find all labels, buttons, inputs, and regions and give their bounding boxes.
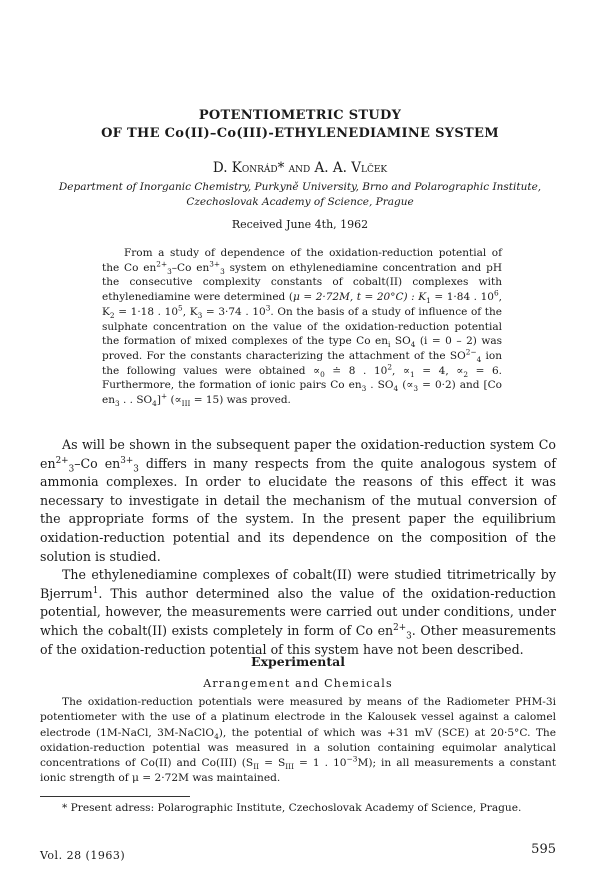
footnote: * Present adress: Polarographic Institute, Czechoslovak Academy of Science, Prague.	[62, 802, 522, 814]
experimental-text	[40, 695, 556, 787]
paper-title-line-1: POTENTIOMETRIC STUDY	[198, 108, 402, 123]
affiliation: Department of Inorganic Chemistry, Purkyně University, Brno and Polarographic Institute, Czechoslovak Academy of Science, Prague	[58, 181, 542, 208]
footnote-rule	[40, 796, 190, 797]
abstract	[102, 246, 502, 408]
journal-volume: Vol. 28 (1963)	[40, 849, 126, 862]
page-number: 595	[531, 842, 556, 857]
section-title-experimental: Experimental	[251, 654, 345, 669]
received-date: Received June 4th, 1962	[231, 218, 369, 231]
intro-paragraph-2: The ethylenediamine complexes of cobalt(II) were studied titrimetrically by Bjerrum$^1$. This author determined also the value of the oxidation-reduction potential, however, the measurements were carried out under conditions, under which the cobalt(II) exists completely in form of Co $en^{2+}_3$. Other measurements of the oxidation-reduction potential of this system have not been described.	[40, 567, 556, 657]
introduction	[40, 436, 556, 659]
paper-title-line-2: OF THE Co(II)–Co(III)-ETHYLENEDIAMINE SYSTEM	[101, 126, 499, 141]
experimental-paragraph: The oxidation-reduction potentials were measured by means of the Radiometer PHM-3i potentiometer with the use of a platinum electrode in the Kalousek vessel against a calomel electrode (1M-NaCl, 3M-NaClO$_4$), the potential of which was +31 mV (SCE) at 20·5°C. The oxidation-reduction potential was measured in a solution containing equimolar analytical concentrations of Co(II) and Co(III) ($S_{II} = S_{III} = 1$ . $10^{-3}M$); in all measurements a constant ionic strength of μ = 2·72M was maintained.	[40, 696, 556, 785]
intro-paragraph-1: As will be shown in the subsequent paper the oxidation-reduction system Co $en^{2+}_3-Co$ $en^{3+}_3$ differs in many respects from the quite analogous system of ammonia complexes. In order to elucidate the reasons of this effect it was necessary to investigate in detail the mechanism of the mutual conversion of the appropriate forms of the system. In the present paper the equilibrium oxidation-reduction potential and its dependence on the composition of the solution is studied.	[40, 437, 556, 564]
subsection-title: Arrangement and Chemicals	[203, 677, 393, 690]
abstract-paragraph: From a study of dependence of the oxidation-reduction potential of the Co $en^{2+}_3-Co$ $en^{3+}_3$ system on ethylenediamine concentration and pH the consecutive complexity constants of cobalt(II) complexes with ethylenediamine were determined (μ = 2·72M, t = 20°C) : $K_1 = 1\cdot 84$ . $10^6$, $K_2 = 1\cdot 18$ . $10^5$, $K_3 = 3\cdot 74$ . $10^3$. On the basis of a study of influence of the sulphate concentration on the value of the oxidation-reduction potential the formation of mixed complexes of the type Co $en_i$ $SO_4$ (i = 0 – 2) was proved. For the constants characterizing the attachment of the $SO^{2-}_4$ ion the following values were obtained $\propto_0$ ≐ 8 . $10^2$, $\propto_1 = 4$, $\propto_2 = 6$. Furthermore, the formation of ionic pairs Co $en_3$ . $SO_4$ $(\propto_3 = 0\cdot 2)$ and [Co $en_3$ . . $SO_4]^+$ $(\propto_{III} = 15)$ was proved.	[102, 247, 503, 409]
authors: D. Konrád* and A. A. Vlček	[212, 160, 388, 176]
